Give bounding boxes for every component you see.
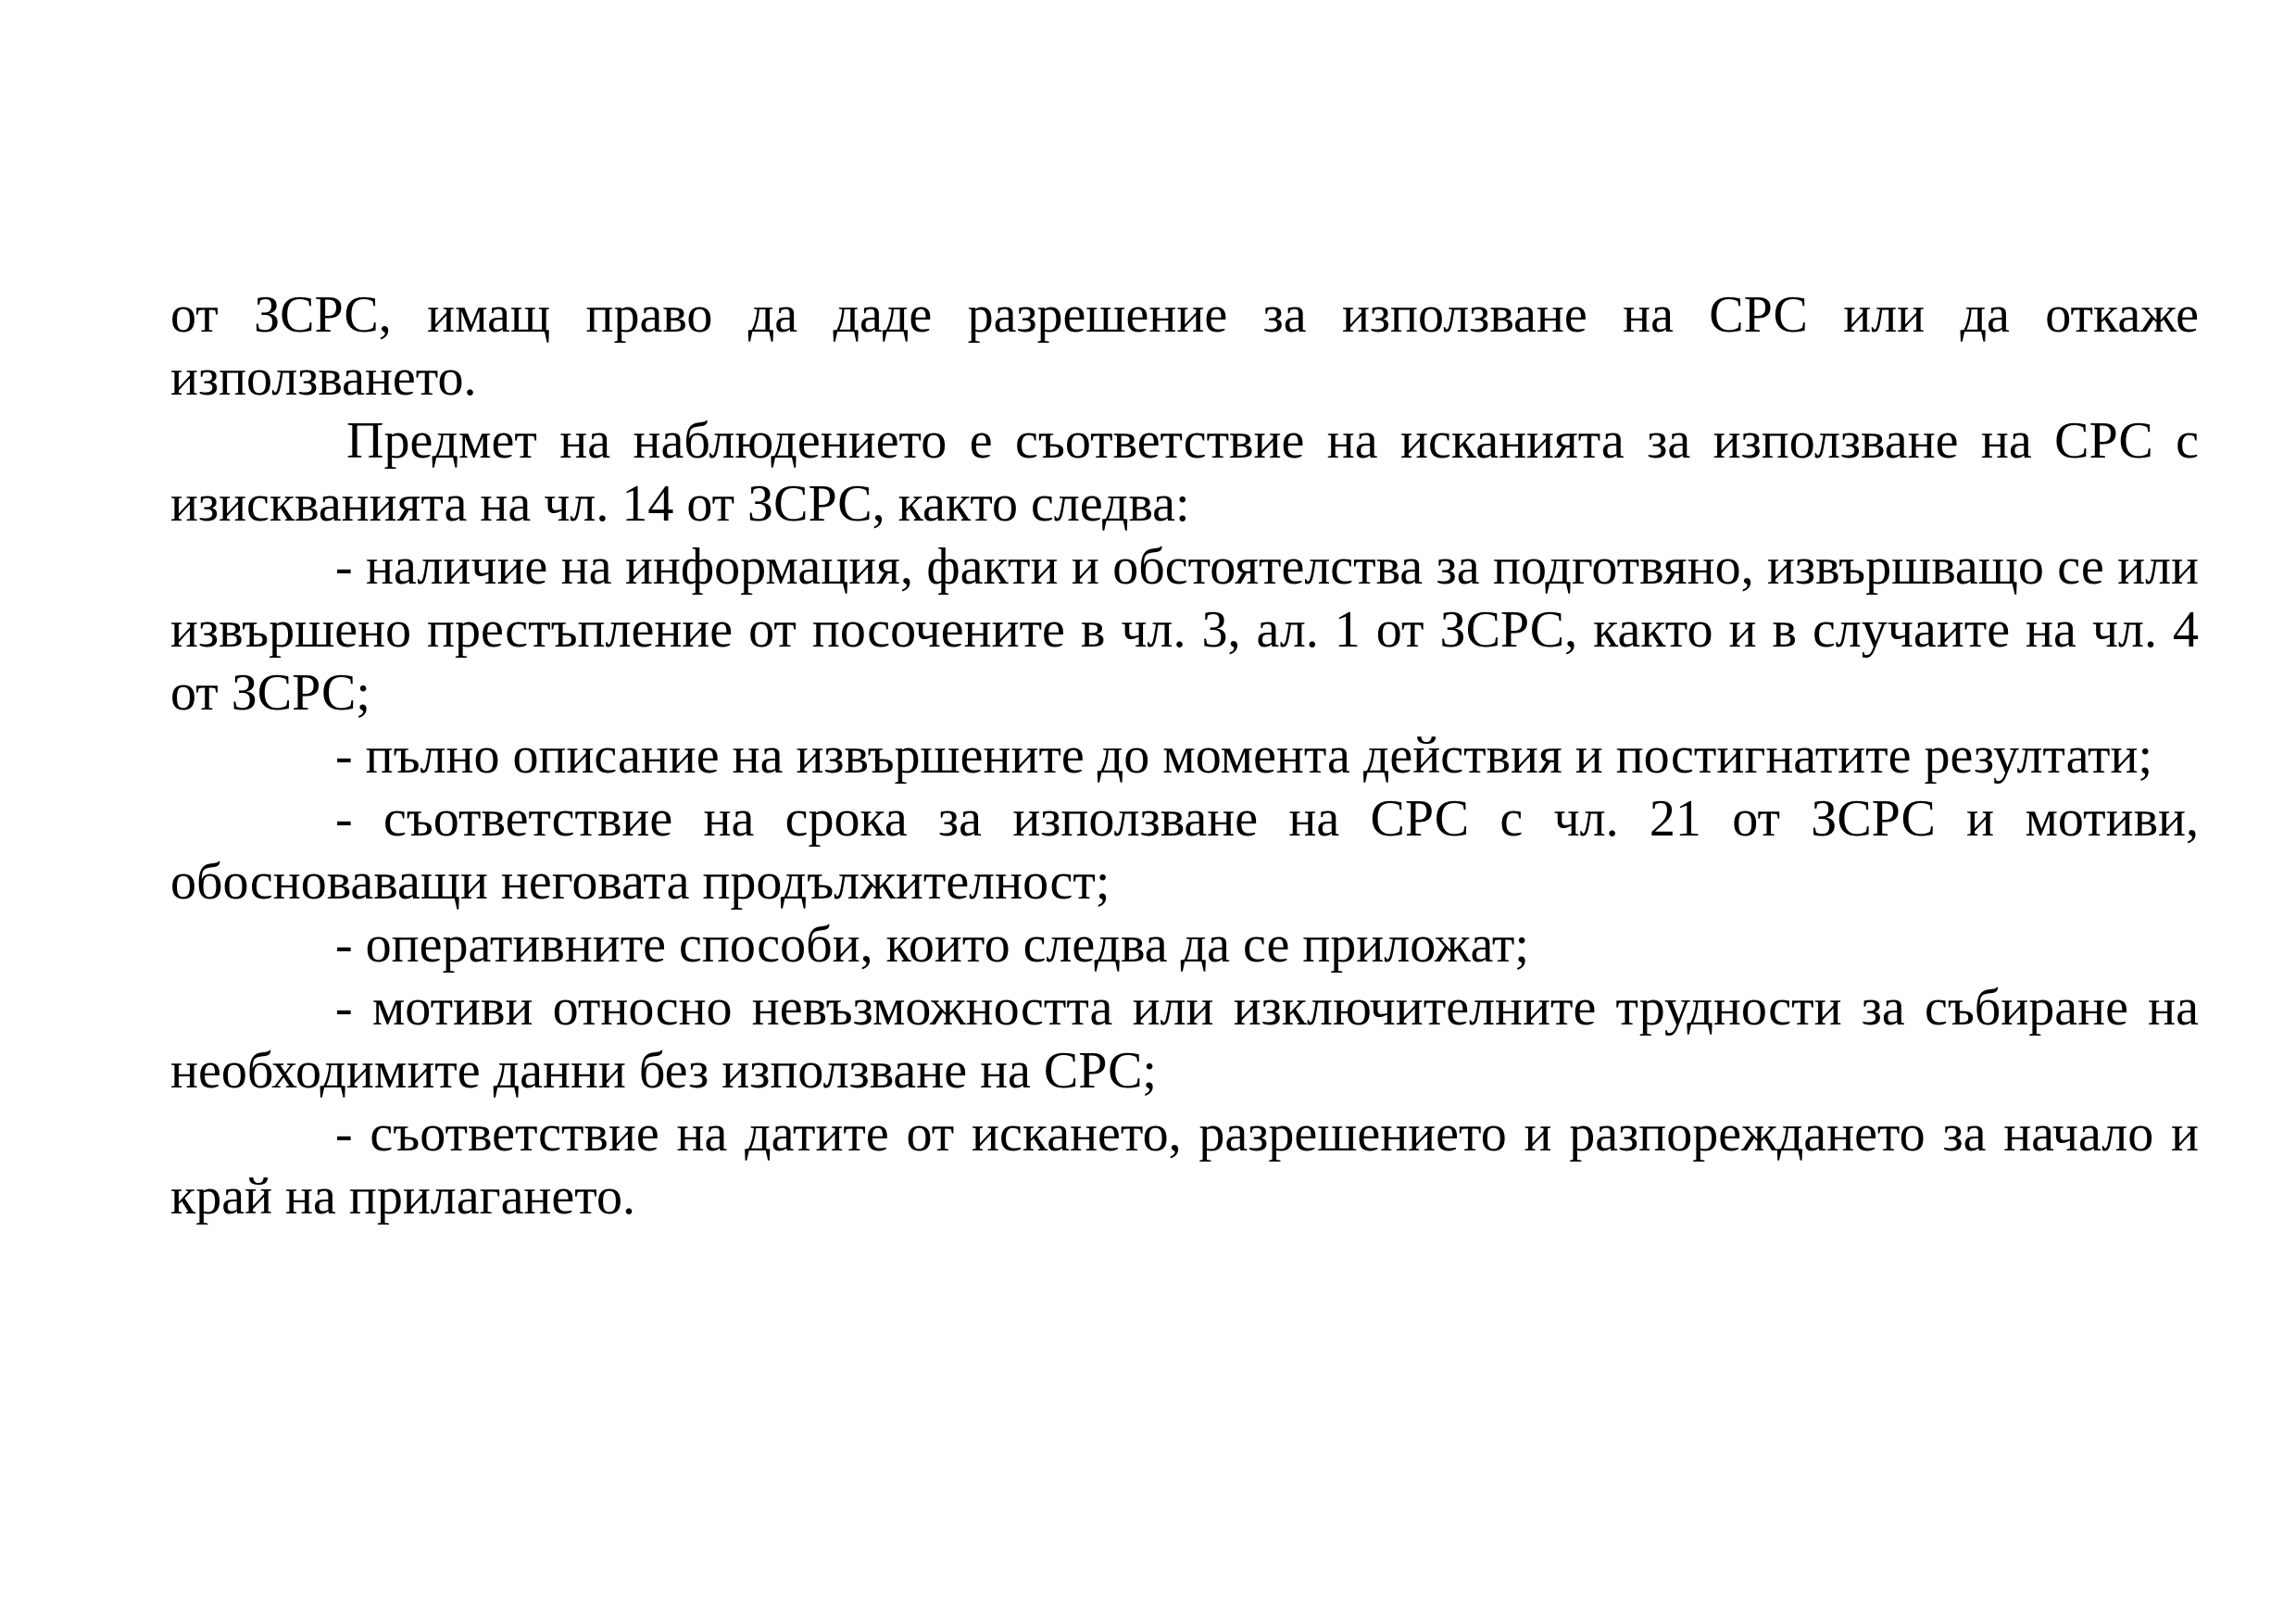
document-body xyxy=(170,283,2199,1228)
list-item-term: - съответствие на срока за използване на СРС с чл. 21 от ЗСРС и мотиви, обосноваващи неговата продължителност; xyxy=(170,790,2199,911)
paragraph-subject: Предмет на наблюдението е съответствие на исканията за използване на СРС с изискванията на чл. 14 от ЗСРС, както следва: xyxy=(170,412,2199,533)
list-item-description: - пълно описание на извършените до момента действия и постигнатите резултати; xyxy=(335,727,2152,785)
paragraph-continuation: от ЗСРС, имащ право да даде разрешение за използване на СРС или да откаже използването. xyxy=(170,286,2199,407)
list-item-methods: - оперативните способи, които следва да се приложат; xyxy=(335,916,1529,974)
list-item-information: - наличие на информация, факти и обстоятелства за подготвяно, извършващо се или извършено престъпление от посочените в чл. 3, ал. 1 от ЗСРС, както и в случаите на чл. 4 от ЗСРС; xyxy=(170,538,2199,722)
list-item-dates: - съответствие на датите от искането, разрешението и разпореждането за начало и край на прилагането. xyxy=(170,1105,2199,1225)
list-item-motives: - мотиви относно невъзможността или изключителните трудности за събиране на необходимите данни без използване на СРС; xyxy=(170,979,2199,1100)
